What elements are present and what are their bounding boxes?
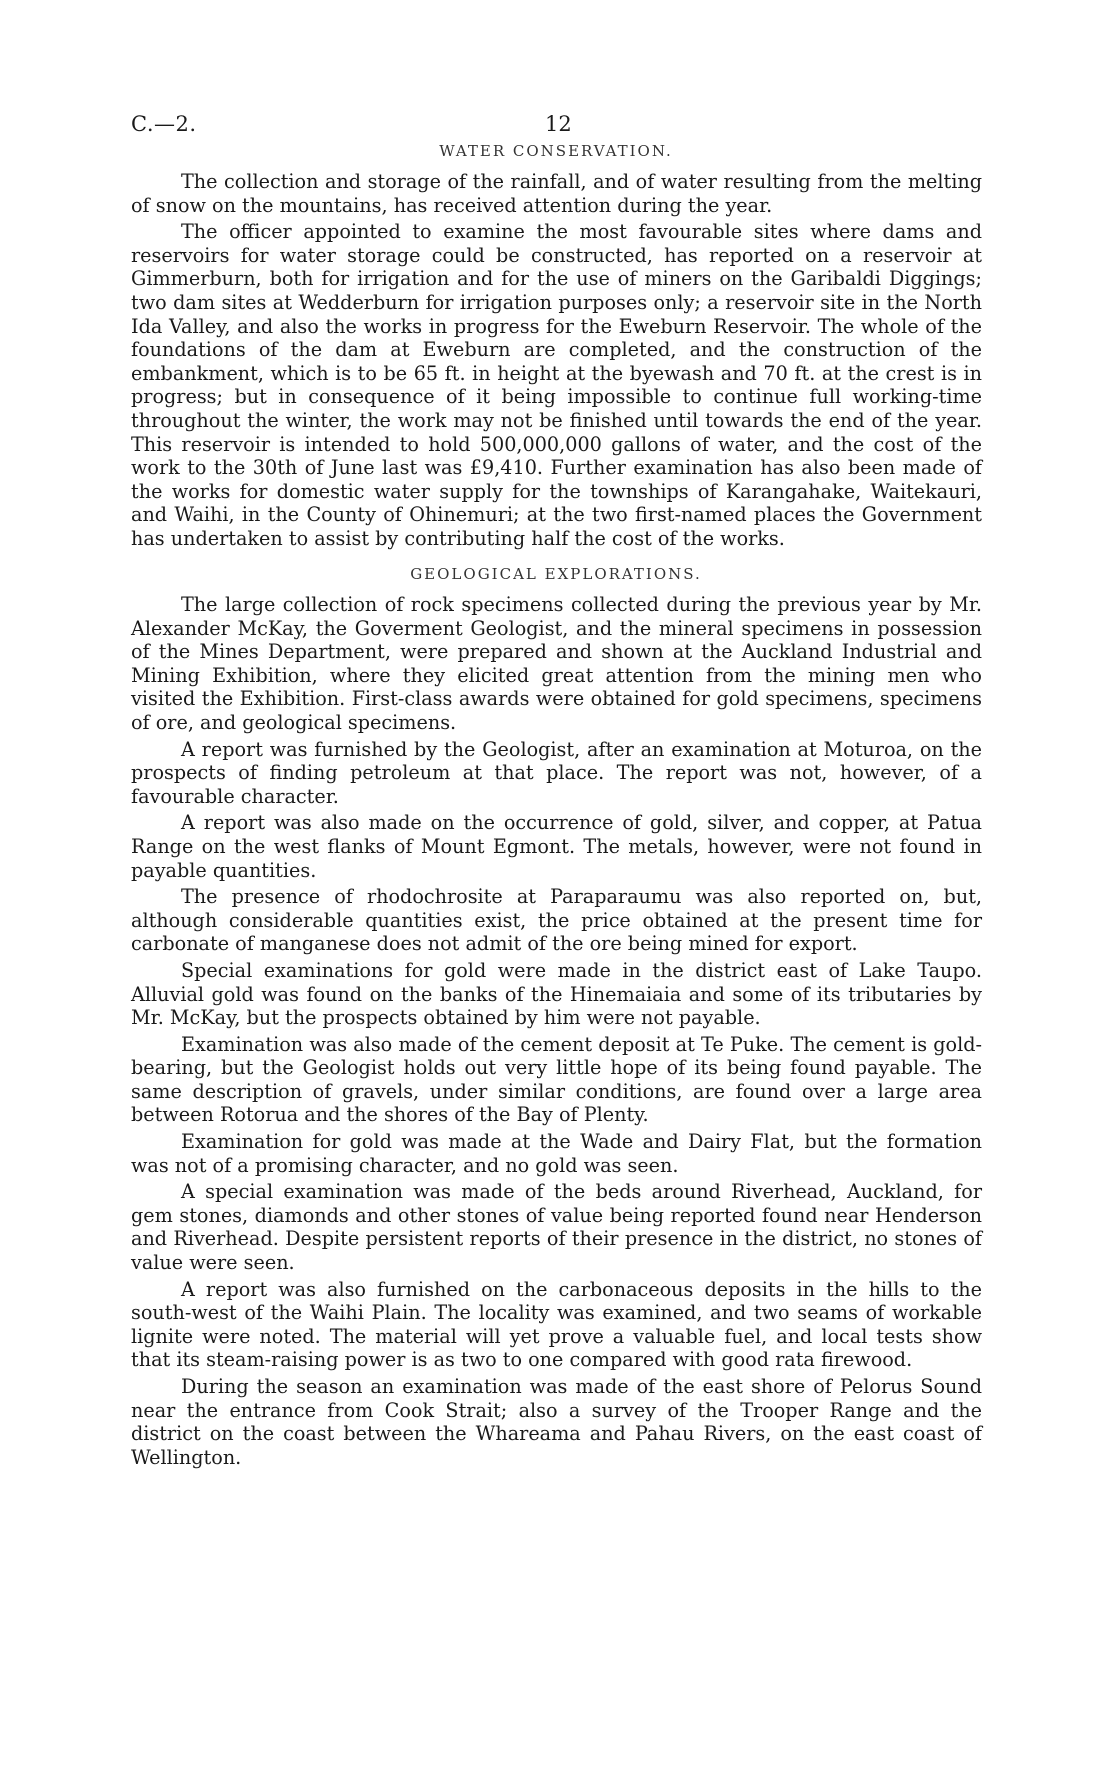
paragraph: The collection and storage of the rainfall, and of water resulting from the melting of snow on the mountains, has received attention during the year.: [131, 170, 982, 217]
section-heading-geological-explorations: GEOLOGICAL EXPLORATIONS.: [410, 565, 702, 583]
paragraph: A special examination was made of the beds around Riverhead, Auckland, for gem stones, diamonds and other stones of value being reported found near Henderson and Riverhead. Despite persistent reports of their presence in the district, no stones of value were seen.: [131, 1180, 982, 1275]
paragraph: The presence of rhodochrosite at Paraparaumu was also reported on, but, although considerable quantities exist, the price obtained at the present time for carbonate of manganese does not admit of the ore being mined for export.: [131, 885, 982, 956]
paragraph: The large collection of rock specimens collected during the previous year by Mr. Alexander McKay, the Goverment Geologist, and the mineral specimens in possession of the Mines Department, were prepared and shown at the Auckland Industrial and Mining Exhibition, where they elicited great attention from the mining men who visited the Exhibition. First-class awards were obtained for gold specimens, specimens of ore, and geological specimens.: [131, 593, 982, 734]
paragraph: The officer appointed to examine the most favourable sites where dams and reservoirs for water storage could be constructed, has reported on a reservoir at Gimmerburn, both for irrigation and for the use of miners on the Garibaldi Diggings; two dam sites at Wedderburn for irrigation purposes only; a reservoir site in the North Ida Valley, and also the works in progress for the Eweburn Reservoir. The whole of the foundations of the dam at Eweburn are completed, and the construction of the embankment, which is to be 65 ft. in height at the byewash and 70 ft. at the crest is in progress; but in consequence of it being impossible to continue full working-time throughout the winter, the work may not be finished until towards the end of the year. This reservoir is intended to hold 500,000,000 gallons of water, and the cost of the work to the 30th of June last was £9,410. Further examination has also been made of the works for domestic water supply for the townships of Karangahake, Waitekauri, and Waihi, in the County of Ohinemuri; at the two first-named places the Government has undertaken to assist by contributing half the cost of the works.: [131, 220, 982, 550]
section-body-water-conservation: [131, 170, 982, 554]
section-heading-water-conservation: WATER CONSERVATION.: [439, 142, 673, 160]
paragraph: A report was also made on the occurrence of gold, silver, and copper, at Patua Range on the west flanks of Mount Egmont. The metals, however, were not found in payable quantities.: [131, 811, 982, 882]
paragraph: A report was also furnished on the carbonaceous deposits in the hills to the south-west of the Waihi Plain. The locality was examined, and two seams of workable lignite were noted. The material will yet prove a valuable fuel, and local tests show that its steam-raising power is as two to one compared with good rata firewood.: [131, 1277, 982, 1372]
paragraph: Examination for gold was made at the Wade and Dairy Flat, but the formation was not of a promising character, and no gold was seen.: [131, 1130, 982, 1177]
page-number: 12: [545, 112, 572, 136]
document-reference: C.—2.: [131, 112, 197, 136]
paragraph: Special examinations for gold were made in the district east of Lake Taupo. Alluvial gold was found on the banks of the Hinemaiaia and some of its tributaries by Mr. McKay, but the prospects obtained by him were not payable.: [131, 958, 982, 1030]
paragraph: During the season an examination was made of the east shore of Pelorus Sound near the entrance from Cook Strait; also a survey of the Trooper Range and the district on the coast between the Whareama and Pahau Rivers, on the east coast of Wellington.: [131, 1375, 982, 1469]
paragraph: Examination was also made of the cement deposit at Te Puke. The cement is gold-bearing, but the Geologist holds out very little hope of its being found payable. The same description of gravels, under similar conditions, are found over a large area between Rotorua and the shores of the Bay of Plenty.: [131, 1032, 982, 1127]
section-body-geological-explorations: [131, 593, 982, 1472]
paragraph: A report was furnished by the Geologist, after an examination at Moturoa, on the prospects of finding petroleum at that place. The report was not, however, of a favourable character.: [131, 737, 982, 808]
